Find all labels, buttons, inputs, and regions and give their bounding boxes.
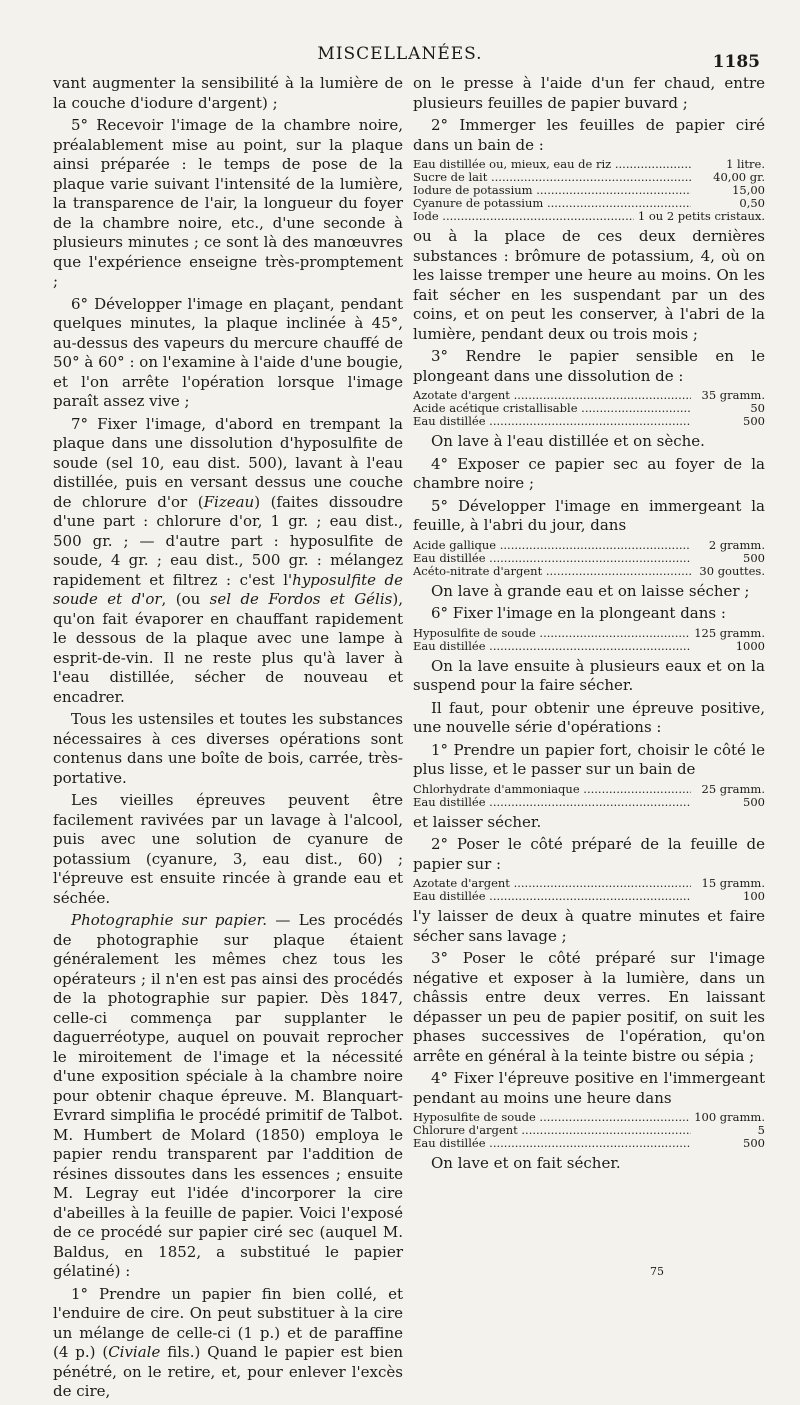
ingredient-quantity: 1 ou 2 petits cristaux. — [637, 209, 765, 223]
recipe-row — [413, 796, 765, 809]
paragraph: ou à la place de ces deux dernières substances : brômure de potassium, 4, où on les laisse tremper une heure au moins. On les fait sécher en les suspendant par un des coins, et on peut les conserver, à l'abri de la lumière, pendant deux ou trois mois ; — [413, 227, 765, 343]
recipe-table — [413, 539, 765, 578]
recipe-row — [413, 565, 765, 578]
paragraph: Les vieilles épreuves peuvent être facilement ravivées par un lavage à l'alcool, puis avec une solution de cyanure de potassium (cyanure, 3, eau dist., 60) ; l'épreuve est ensuite rincée à grande eau et séchée. — [53, 791, 403, 907]
recipe-table — [413, 627, 765, 653]
ingredient-name: Eau distillée ..... — [413, 1137, 691, 1150]
page-number: 1185 — [712, 52, 760, 72]
paragraph: l'y laisser de deux à quatre minutes et faire sécher sans lavage ; — [413, 907, 765, 945]
section-heading: Photographie sur papier. — [71, 911, 267, 929]
italic-run: sel de Fordos et Gélis — [209, 590, 393, 608]
paragraph: et laisser sécher. — [413, 812, 542, 831]
paragraph — [53, 911, 403, 1282]
italic-run: hyposulfite de soude et d'or — [53, 570, 403, 608]
running-head: MISCELLANÉES. — [317, 44, 483, 64]
ingredient-name: Chlorhydrate d'ammoniaque ..... — [413, 783, 691, 796]
ingredient-name: Hyposulfite de soude ..... — [413, 627, 690, 640]
paragraph: 2° Immerger les feuilles de papier ciré dans un bain de : — [413, 116, 765, 154]
ingredient-name: Iode ..... — [413, 210, 634, 223]
recipe-row — [413, 552, 765, 565]
recipe-row — [413, 640, 765, 653]
recipe-row — [413, 627, 765, 640]
paragraph: On la lave ensuite à plusieurs eaux et on la suspend pour la faire sécher. — [413, 656, 765, 694]
ingredient-quantity: 0,50 — [739, 196, 765, 210]
recipe-row — [413, 415, 765, 428]
text-run: ), qu'on fait évaporer en chauffant rapidement le dessous de la plaque avec une lampe à esprit-de-vin. Il ne reste plus qu'à laver à l'eau distillée, sécher de nouveau et encadrer. — [53, 590, 403, 706]
paragraph: on le presse à l'aide d'un fer chaud, entre plusieurs feuilles de papier buvard ; — [413, 74, 765, 112]
text-run: — Les procédés de photographie sur plaque étaient généralement les mêmes chez tous les opérateurs ; il n'en est pas ainsi des procédés de la photographie sur papier. Dès 1847, celle-ci commença par supplanter le daguerréotype, auquel on pouvait reprocher le miroitement de l'image et la nécessité d'une exposition spéciale à la chambre noire pour obtenir chaque épreuve. M. Blanquart-Evrard simplifia le procédé primitif de Talbot. M. Humbert de Molard (1850) employa le papier rendu transparent par l'addition de résines dissoutes dans les essences ; ensuite M. Legray eut l'idée d'incorporer la cire d'abeilles à la feuille de papier. Voici l'exposé de ce procédé sur papier ciré sec (auquel M. Baldus, en 1852, a substitué le papier gélatiné) : — [53, 911, 403, 1280]
paragraph: 6° Développer l'image en plaçant, pendant quelques minutes, la plaque inclinée à 45°, au-dessus des vapeurs du mercure chauffé de 50° à 60° : on l'examine à l'aide d'une bougie, et l'on arrête l'opération lorsque l'image paraît assez vive ; — [53, 294, 403, 410]
paragraph: On lave à l'eau distillée et on sèche. — [431, 432, 705, 450]
ingredient-quantity: 50 — [750, 401, 765, 415]
recipe-table — [413, 877, 765, 903]
recipe-row — [413, 539, 765, 552]
recipe-row — [413, 877, 765, 890]
ingredient-name: Eau distillée ..... — [413, 640, 691, 653]
ingredient-name: Azotate d'argent ..... — [413, 389, 691, 402]
ingredient-quantity: 30 gouttes. — [699, 563, 765, 578]
paragraph: Il faut, pour obtenir une épreuve positive, une nouvelle série d'opérations : — [413, 698, 765, 736]
paragraph: 3° Poser le côté préparé sur l'image négative et exposer à la lumière, dans un châssis entre deux verres. En laissant dépasser un peu de papier positif, on suit les phases successives de l'opération, qu'on arrête en général à la teinte bistre ou sépia ; — [413, 949, 765, 1065]
text-run: 7° Fixer l'image, d'abord en trempant la plaque dans une dissolution d'hyposulfite de soude (sel 10, eau dist. 500), lavant à l'eau distillée, puis en versant dessus une couche de chlorure d'or ( — [53, 414, 403, 511]
paragraph: On lave et on fait sécher. — [431, 1154, 621, 1172]
recipe-table — [413, 783, 765, 809]
ingredient-quantity: 15,00 — [732, 183, 765, 197]
ingredient-quantity: 15 gramm. — [701, 876, 765, 890]
recipe-row — [413, 890, 765, 903]
recipe-table — [413, 1111, 765, 1150]
ingredient-quantity: 35 gramm. — [701, 388, 765, 402]
ingredient-quantity: 40,00 gr. — [713, 170, 765, 184]
paragraph: 6° Fixer l'image en la plongeant dans : — [431, 604, 726, 622]
ingredient-quantity: 500 — [743, 550, 765, 565]
ingredient-name: Eau distillée ..... — [413, 552, 691, 565]
recipe-table — [413, 158, 765, 223]
italic-run: Civiale — [108, 1343, 161, 1361]
signature-mark: 75 — [650, 1265, 664, 1278]
right-column — [413, 74, 765, 1177]
ingredient-quantity: 1000 — [735, 638, 765, 653]
ingredient-name: Eau distillée ..... — [413, 796, 691, 809]
recipe-row — [413, 783, 765, 796]
ingredient-quantity: 25 gramm. — [701, 781, 765, 796]
paragraph: 4° Fixer l'épreuve positive en l'immergeant pendant au moins une heure dans — [413, 1069, 765, 1107]
paragraph: On lave à grande eau et on laisse sécher ; — [431, 581, 750, 600]
paragraph — [53, 415, 403, 708]
paragraph: Tous les ustensiles et toutes les substances nécessaires à ces diverses opérations sont contenus dans une boîte de bois, carrée, très-portative. — [53, 710, 403, 787]
text-run: , (ou — [161, 590, 210, 608]
recipe-row — [413, 184, 765, 197]
ingredient-name: Hyposulfite de soude ..... — [413, 1111, 690, 1124]
left-column — [53, 74, 403, 1405]
paragraph: 4° Exposer ce papier sec au foyer de la chambre noire ; — [413, 454, 765, 492]
ingredient-name: Acide acétique cristallisable ..... — [413, 402, 691, 415]
paragraph: 3° Rendre le papier sensible en le plongeant dans une dissolution de : — [413, 347, 765, 385]
ingredient-name: Acide gallique ..... — [413, 539, 691, 552]
ingredient-quantity: 2 gramm. — [708, 537, 765, 552]
ingredient-name: Azotate d'argent ..... — [413, 877, 691, 890]
ingredient-quantity: 5 — [757, 1123, 765, 1137]
paragraph: 2° Poser le côté préparé de la feuille de papier sur : — [413, 835, 765, 873]
recipe-row — [413, 210, 765, 223]
text-run: 1° Prendre un papier fin bien collé, et l'enduire de cire. On peut substituer à la cire un mélange de celle-ci (1 p.) et de paraffine (4 p.) ( — [53, 1284, 403, 1361]
recipe-row — [413, 389, 765, 402]
recipe-row — [413, 1111, 765, 1124]
recipe-row — [413, 171, 765, 184]
ingredient-quantity: 500 — [743, 794, 765, 809]
ingredient-name: Sucre de lait ..... — [413, 171, 691, 184]
paragraph: 1° Prendre un papier fort, choisir le côté le plus lisse, et le passer sur un bain de — [413, 740, 765, 778]
ingredient-name: Chlorure d'argent ..... — [413, 1124, 691, 1137]
ingredient-quantity: 500 — [743, 1136, 765, 1150]
text-run: fils.) Quand le papier est bien pénétré, on le retire, et, pour enlever l'excès de cire, — [53, 1343, 403, 1400]
paragraph: vant augmenter la sensibilité à la lumière de la couche d'iodure d'argent) ; — [53, 74, 403, 112]
italic-run: Fizeau — [203, 492, 255, 511]
ingredient-name: Acéto-nitrate d'argent ..... — [413, 565, 691, 578]
paragraph — [53, 1285, 403, 1402]
ingredient-quantity: 100 — [743, 889, 765, 903]
ingredient-quantity: 125 gramm. — [694, 625, 765, 640]
recipe-row — [413, 1137, 765, 1150]
ingredient-quantity: 100 gramm. — [694, 1110, 765, 1124]
ingredient-name: Iodure de potassium ..... — [413, 184, 691, 197]
ingredient-quantity: 500 — [743, 414, 765, 428]
recipe-table — [413, 389, 765, 428]
recipe-row — [413, 402, 765, 415]
ingredient-quantity: 1 litre. — [726, 157, 765, 171]
ingredient-name: Eau distillée ou, mieux, eau de riz ..... — [413, 158, 691, 171]
paragraph: 5° Recevoir l'image de la chambre noire, préalablement mise au point, sur la plaque ainsi préparée : le temps de pose de la plaque varie suivant l'intensité de la lumière, la transparence de l'air, la longueur du foyer de la chambre noire, etc., d'une seconde à plusieurs minutes ; ce sont là des manœuvres que l'expérience enseigne très-promptement ; — [53, 116, 403, 290]
recipe-row — [413, 1124, 765, 1137]
ingredient-name: Eau distillée ..... — [413, 415, 691, 428]
text-run: ) (faites dissoudre d'une part : chlorure d'or, 1 gr. ; eau dist., 500 gr. ; — d'autre part : hyposulfite de soude, 4 gr. ; eau dist., 500 gr. : mélangez rapidement et filtrez : c'est l' — [53, 492, 403, 589]
paragraph: 5° Développer l'image en immergeant la feuille, à l'abri du jour, dans — [413, 496, 765, 534]
ingredient-name: Eau distillée ..... — [413, 890, 691, 903]
ingredient-name: Cyanure de potassium ..... — [413, 197, 691, 210]
